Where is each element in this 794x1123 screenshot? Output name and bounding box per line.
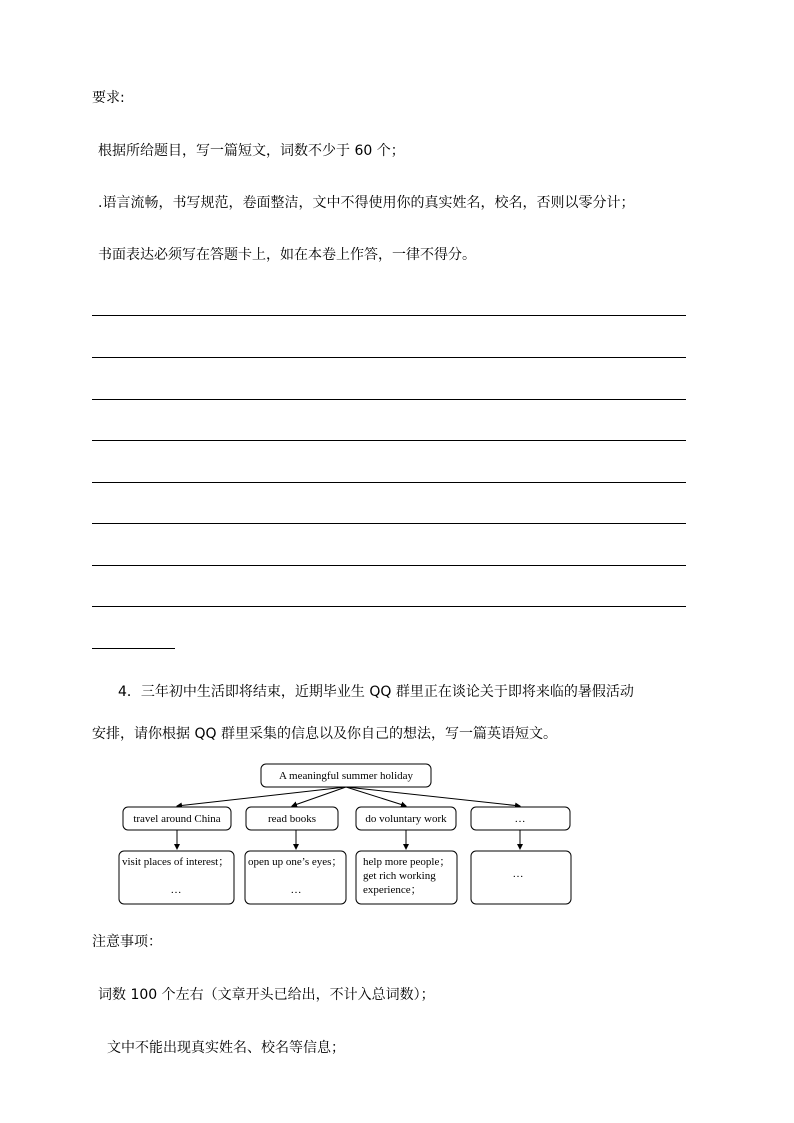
detail-text: … <box>170 884 182 896</box>
diagram-root-label: A meaningful summer holiday <box>278 770 414 782</box>
detail-text: … <box>512 868 524 880</box>
branch-label: read books <box>268 813 316 825</box>
requirement-item: 根据所给题目，写一篇短文，词数不少于 60 个； <box>98 143 405 159</box>
detail-text: … <box>290 884 302 896</box>
requirement-item: 书面表达必须写在答题卡上，如在本卷上作答，一律不得分。 <box>98 247 476 263</box>
note-item: 词数 100 个左右（文章开头已给出，不计入总词数）； <box>98 987 435 1003</box>
question-number: 4． <box>118 684 141 700</box>
diagram-arrow <box>346 787 520 806</box>
branch-label: travel around China <box>133 813 221 825</box>
notes-heading: 注意事项： <box>92 934 162 950</box>
diagram-arrow <box>177 787 346 806</box>
branch-label: … <box>514 813 526 825</box>
question-4-line-2: 安排，请你根据 QQ 群里采集的信息以及你自己的想法，写一篇英语短文。 <box>92 726 557 742</box>
detail-text: visit places of interest； <box>122 856 230 868</box>
requirement-item: .语言流畅，书写规范，卷面整洁，文中不得使用你的真实姓名，校名，否则以零分计； <box>98 195 635 211</box>
detail-text: get rich working <box>363 870 436 882</box>
note-item: 文中不能出现真实姓名、校名等信息； <box>107 1040 345 1056</box>
branch-label: do voluntary work <box>365 813 447 825</box>
question-prompt: 三年初中生活即将结束，近期毕业生 QQ 群里正在谈论关于即将来临的暑假活动 <box>140 684 634 700</box>
requirements-heading: 要求: <box>92 90 125 106</box>
detail-text: open up one’s eyes； <box>248 856 343 868</box>
detail-text: help more people； <box>363 856 451 868</box>
detail-text: experience； <box>363 884 422 896</box>
